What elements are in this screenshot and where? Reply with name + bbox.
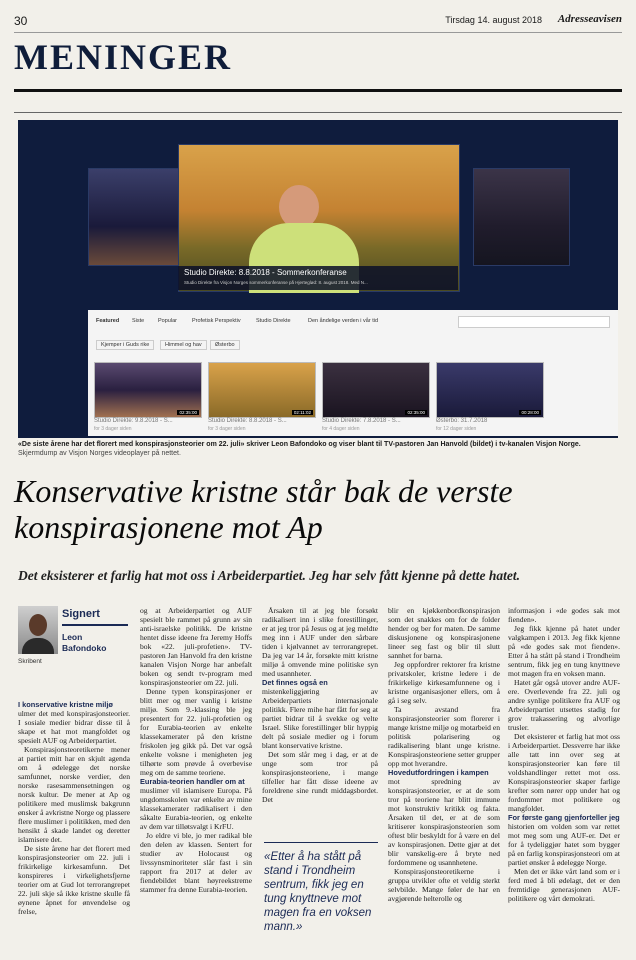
column-2 [140, 606, 252, 894]
paragraph: Denne typen konspirasjoner er blitt mer og mer vanlig i kristne miljø. Som 9.-klassing ble jeg presentert for 22. juli-profetien og for Eurabia-teorien av enkelte klassekamerater på den kristne friskolen jeg gikk på. Det var også enkelte voksne i menigheten jeg tilhørte som prøvde å overbevise meg om de samme teoriene. [140, 687, 252, 777]
column-3 [262, 606, 378, 804]
subheading: I konservative kristne miljø [18, 700, 113, 709]
paragraph: muslimer vil islamisere Europa. På ungdomsskolen var enkelte av mine klassekamerater radikalisert i den såkalte Eurabia-teorien, og enkelte av dem var tilløtsvalgt i KrFU. [140, 786, 252, 831]
paragraph: Ta avstand fra konspirasjonsteorier som florerer i mange kristne miljø og motarbeid en politisk polarisering og radikalisering blant unge kristne. Konspirasjonsteoriene setter grupper opp mot hverandre. [388, 705, 500, 768]
thumb-age: for 12 dager siden [436, 426, 477, 432]
paragraph: mot spredning av konspirasjonsteorier, er at de som tror på teoriene har blitt immune mot konstruktiv kritikk og fakta. Årsaken til det, er at de som kritiserer konspirasjonsteorien som oftest blir beskyldt for å være en del av konspirasjonen. Dette gjør at det blir vanskelig-ere å bryte ned fordommene og usannhetene. [388, 777, 500, 867]
byline [18, 606, 128, 698]
paragraph: blir en kjøkkenbordkonspirasjon som det snakkes om for de folder hender og ber for maten. De samme diskusjonene og konspirasjonene lineer seg fast og blir til slutt sannhet for barna. [388, 606, 500, 660]
paragraph: og at Arbeiderpartiet og AUF spesielt ble rammet på grunn av sin anti-israelske politikk. De kristne hentet disse ideene fra Jeremy Hoffs bok «22. juli-profetien». TV-pastoren Jan Hanvold fra den kristne kanalen Visjon Norge har anbefalt boken og sendt tv-program med konspirasjonsteorier om 22. juli. [140, 606, 252, 687]
column-5 [508, 606, 620, 903]
paragraph: Hatet går også utover andre AUF-ere. Overlevende fra 22. juli og andre synlige politikere fra AUF og Arbeiderpartiet utsettes stadig for grov trakassering og alvorlige trusler. [508, 678, 620, 732]
duration: 02:11:02 [293, 410, 311, 415]
signert-label: Signert [62, 608, 100, 620]
thumb-title[interactable]: Studio Direkte: 9.8.2018 - S... [94, 418, 173, 424]
video-title: Studio Direkte: 8.8.2018 - Sommerkonferanse [184, 268, 347, 277]
thumb-title[interactable]: Studio Direkte: 8.8.2018 - S... [208, 418, 287, 424]
paragraph: informasjon i «de godes sak mot fienden». [508, 606, 620, 624]
quote-rule [264, 842, 378, 843]
paragraph: Konspirasjonsteoretikerne i gruppa utvikler ofte et veldig sterkt selvbilde. Mange føler de har en avgjørende helterolle og [388, 867, 500, 903]
tab-popular[interactable]: Popular [158, 318, 177, 324]
video-player-site [88, 310, 618, 436]
photo-credit: Skjermdump av Visjon Norges videoplayer på nettet. [18, 450, 181, 457]
subheading: Eurabia-teorien handler om at [140, 777, 245, 786]
duration: 00:28:00 [521, 410, 539, 415]
face-icon [29, 614, 47, 636]
video-thumb[interactable] [94, 362, 202, 418]
video-title-strip [178, 266, 458, 290]
thumb-age: for 3 dager siden [94, 426, 132, 432]
subheading: Det finnes også en [262, 678, 328, 687]
author-name: Leon Bafondoko [62, 632, 107, 653]
column-1 [18, 700, 130, 916]
photo-caption [18, 440, 618, 458]
section-title: MENINGER [14, 37, 233, 77]
tab-himmel[interactable]: Himmel og hav [160, 340, 207, 350]
column-4 [388, 606, 500, 903]
thumb-title[interactable]: Østerbo: 31.7.2018 [436, 418, 488, 424]
subheading: For første gang gjenforteller jeg [508, 813, 620, 822]
tab-andelige[interactable]: Den åndelige verden i vår tid [308, 318, 379, 324]
paragraph: mistenkeliggjøring av Arbeiderpartiets internasjonale politikk. Flere mihe har fått for seg at partiet bidrar til å svekke og velte Israel. Slike forestillinger blir hyppig delt på sosiale medier og i forum blant konservative kristne. [262, 687, 378, 750]
screenshot-photo [18, 120, 618, 438]
paragraph: De siste årene har det florert med konspirasjonsteorier om 22. juli i frikirkelige kirkesamfunn. Det konspireres i virkelighetsfjerne teorier om at Gud lot terrorangrepet 22. juli skje så ikke kristne skulle få øynene åpnet for ønvendelse og frelse, [18, 844, 130, 916]
thumb-age: for 3 dager siden [208, 426, 246, 432]
newspaper-logo: Adresseavisen [557, 13, 622, 25]
tab-osterbo[interactable]: Østerbo [210, 340, 240, 350]
subheading: Hovedutfordringen i kampen [388, 768, 489, 777]
shoulders-icon [22, 638, 54, 654]
author-role: Skribent [18, 658, 42, 665]
duration: 02:35:00 [407, 410, 425, 415]
side-video-right [473, 168, 570, 266]
video-thumb[interactable] [436, 362, 544, 418]
video-thumb[interactable] [322, 362, 430, 418]
paragraph: Jeg oppfordrer rektorer fra kristne privatskoler, kristne ledere i de frikirkelige kirkesamfunnene og i kristne organisasjoner ellers, om å gå i seg selv. [388, 660, 500, 705]
section-rule [14, 89, 622, 92]
tab-studio-direkte[interactable]: Studio Direkte [256, 318, 291, 324]
side-video-left [88, 168, 180, 266]
tab-profetisk[interactable]: Profetisk Perspektiv [192, 318, 241, 324]
tab-kjemper[interactable]: Kjemper i Guds rike [96, 340, 154, 350]
paragraph: ulmer det med konspirasjonsteorier. I sosiale medier bidrar disse til å skape et hat mot mangfoldet og spesielt AUF og Arbeiderpartiet. [18, 709, 130, 745]
divider [14, 112, 622, 113]
paragraph: Det eksisterer et farlig hat mot oss i Arbeiderpartiet. Dessverre har ikke alle tatt inn over seg at konspirasjonsteorier kan føre til voldshandlinger rettet mot oss. Konspirasjonsteorier skaper farlige krefter som nører opp under hat og fordommer mot politikere og mangfoldet. [508, 732, 620, 813]
duration: 02:35:00 [179, 410, 197, 415]
page-header [14, 10, 622, 33]
page-number: 30 [14, 14, 28, 28]
video-thumb[interactable] [208, 362, 316, 418]
byline-rule [62, 624, 128, 626]
caption-text: «De siste årene har det florert med konspirasjonsteorier om 22. juli» skriver Leon Bafondoko og viser blant til TV-pastoren Jan Hanvold (bildet) i tv-kanalen Visjon Norge. [18, 441, 581, 448]
tab-siste[interactable]: Siste [132, 318, 145, 324]
paragraph: Konspirasjonsteoretikerne mener at partiet mitt har en skjult agenda om å ødelegge det norske samfunnet, norske verdier, den norske rasesammensetningen og norsk kultur. De mener at Ap og politikere med muslimsk bakgrunn ønsker å avkristne Norge og plassere flere muslimer i politikken, med den hensikt å skade landet og deretter islamisere det. [18, 745, 130, 844]
author-photo [18, 606, 58, 654]
thumb-title[interactable]: Studio Direkte: 7.8.2018 - S... [322, 418, 401, 424]
search-input[interactable] [458, 316, 610, 328]
paragraph: Det som slår meg i dag, er at de unge som tror på konspirasjonsteoriene, i mange tilfeller har fått disse ideene av foreldrene sine rundt middagsbordet. Det [262, 750, 378, 804]
ingress: Det eksisterer et farlig hat mot oss i Arbeiderpartiet. Jeg har selv fått kjenne på dette hatet. [18, 568, 520, 583]
video-subtitle: Studio Direkte fra Visjon Norges sommerkonferanse på Hjerteglød: 8. august 2018. Med N... [184, 280, 368, 285]
paragraph: Men det er ikke vårt land som er i ferd med å bli ødelagt, det er den fremtidige generasjonen AUF-politikere og vårt demokrati. [508, 867, 620, 903]
paragraph: Årsaken til at jeg ble forsøkt radikalisert inn i slike forestillinger, er at jeg tror på Jesus og at jeg meldte meg inn i AUF under den sårbare tiden i kjølvannet av terrorangrepet. Da jeg var 14 år, forsøkte mitt kristne miljø å omvende mine politiske syn med usannheter. [262, 606, 378, 678]
headline: Konservative kristne står bak de verste konspirasjonene mot Ap [14, 473, 513, 545]
issue-date: Tirsdag 14. august 2018 [445, 15, 542, 25]
paragraph: Jeg fikk kjenne på hatet under valgkampen i 2013. Jeg fikk kjenne på «de godes sak mot fienden». Etter å ha stått på stand i Trondheim sentrum, fikk jeg en tung knyttneve mot magen fra en voksen mann. [508, 624, 620, 678]
thumb-age: for 4 dager siden [322, 426, 360, 432]
tab-featured[interactable]: Featured [96, 318, 120, 324]
paragraph: historien om volden som var rettet mot meg som ung AUF-er. Det er for å tydeliggjør hatet som bygger på en farlig konspirasjonsteori om at partiet ønsker å ødelegge Norge. [508, 822, 620, 867]
paragraph: Jo eldre vi ble, jo mer radikal ble den delen av klassen. Sentert for studier av Holocaust og livssynsminoriteter slår fast i sin rapport fra 2017 at deler av fiendebildet blant høyreekstreme stammer fra denne Eurabia-teorien. [140, 831, 252, 894]
pull-quote: «Etter å ha stått på stand i Trondheim sentrum, fikk jeg en tung knyttneve mot magen fra en voksen mann.» [264, 851, 372, 933]
